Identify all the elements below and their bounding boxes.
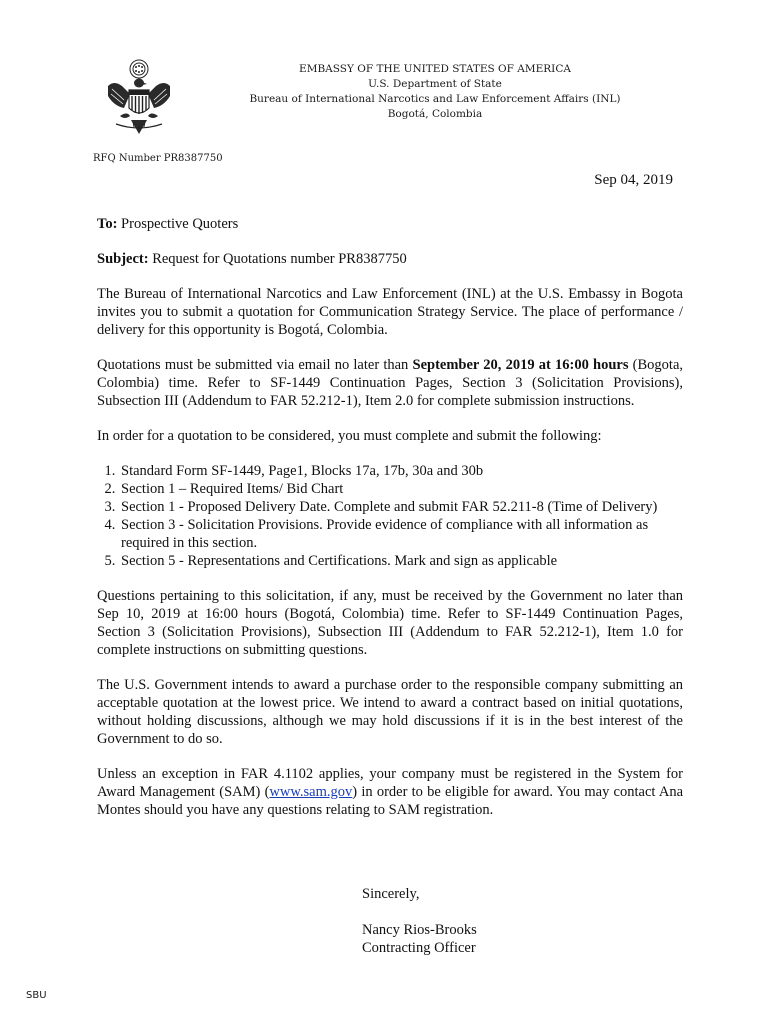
questions-paragraph: Questions pertaining to this solicitation, if any, must be received by the Government no later than Sep 10, 2019 at 16:00 hours (Bogotá, Colombia) time. Refer to SF-1449 Continuation Pages, Section 3 (Solicitation Provisions), Subsection III (Addendum to FAR 52.212-1), Item 1.0 for complete instructions on submitting questions. bbox=[97, 588, 683, 658]
requirements-intro: In order for a quotation to be considered, you must complete and submit the following: bbox=[97, 428, 602, 444]
letter-date: Sep 04, 2019 bbox=[594, 172, 673, 188]
list-item: 5. Section 5 - Representations and Certifications. Mark and sign as applicable bbox=[119, 552, 683, 570]
signer-title: Contracting Officer bbox=[362, 940, 476, 956]
sam-text-after: ) in order to be eligible for award. You may contact Ana Montes should you have any questions relating to SAM registration. bbox=[97, 784, 684, 818]
sam-text-before: Unless an exception in FAR 4.1102 applies, your company must be registered in the System for Award Management (SAM) ( bbox=[97, 766, 683, 800]
list-item: 4. Section 3 - Solicitation Provisions. Provide evidence of compliance with all information as required in this section. bbox=[119, 516, 683, 552]
sensitivity-marking: SBU bbox=[26, 990, 47, 1001]
requirements-list bbox=[97, 462, 683, 570]
list-item: 1. Standard Form SF-1449, Page1, Blocks 17a, 17b, 30a and 30b bbox=[119, 462, 683, 480]
sam-link[interactable]: www.sam.gov bbox=[269, 784, 353, 800]
embassy-letterhead bbox=[200, 62, 670, 122]
letterhead-line-4: Bogotá, Colombia bbox=[387, 108, 483, 120]
signer-name: Nancy Rios-Brooks bbox=[362, 922, 477, 938]
sam-paragraph bbox=[97, 765, 683, 819]
list-item: 3. Section 1 - Proposed Delivery Date. Complete and submit FAR 52.211-8 (Time of Delivery) bbox=[119, 498, 683, 516]
letterhead-line-3: Bureau of International Narcotics and Law Enforcement Affairs (INL) bbox=[249, 93, 621, 105]
subject-line bbox=[97, 250, 683, 268]
to-label: To: bbox=[97, 216, 118, 232]
recipient-line bbox=[97, 215, 683, 233]
rfq-number: RFQ Number PR8387750 bbox=[93, 153, 223, 164]
signature-block bbox=[362, 885, 477, 957]
letter-body bbox=[97, 215, 683, 836]
deadline-text-after: (Bogota, Colombia) time. Refer to SF-1449 Continuation Pages, Section 3 (Solicitation Provisions), Subsection III (Addendum to FAR 52.212-1), Item 2.0 for complete submission instructions. bbox=[97, 357, 684, 409]
to-text: Prospective Quoters bbox=[121, 216, 239, 232]
deadline-paragraph bbox=[97, 356, 683, 410]
deadline-text-before: Quotations must be submitted via email no later than bbox=[97, 357, 413, 373]
us-great-seal-eagle-icon bbox=[100, 56, 178, 140]
letterhead-line-2: U.S. Department of State bbox=[368, 78, 502, 90]
intro-paragraph: The Bureau of International Narcotics and Law Enforcement (INL) at the U.S. Embassy in Bogota invites you to submit a quotation for Communication Strategy Service. The place of performance / delivery for this opportunity is Bogotá, Colombia. bbox=[97, 286, 683, 338]
closing: Sincerely, bbox=[362, 886, 420, 902]
letterhead-line-1: EMBASSY OF THE UNITED STATES OF AMERICA bbox=[299, 63, 571, 75]
list-item: 2. Section 1 – Required Items/ Bid Chart bbox=[119, 480, 683, 498]
subject-text: Request for Quotations number PR8387750 bbox=[152, 251, 407, 267]
award-paragraph: The U.S. Government intends to award a purchase order to the responsible company submitting an acceptable quotation at the lowest price. We intend to award a contract based on initial quotations, without holding discussions, although we may hold discussions if it is in the best interest of the Government to do so. bbox=[97, 677, 683, 747]
deadline-date: September 20, 2019 at 16:00 hours bbox=[412, 357, 629, 373]
subject-label: Subject: bbox=[97, 251, 149, 267]
